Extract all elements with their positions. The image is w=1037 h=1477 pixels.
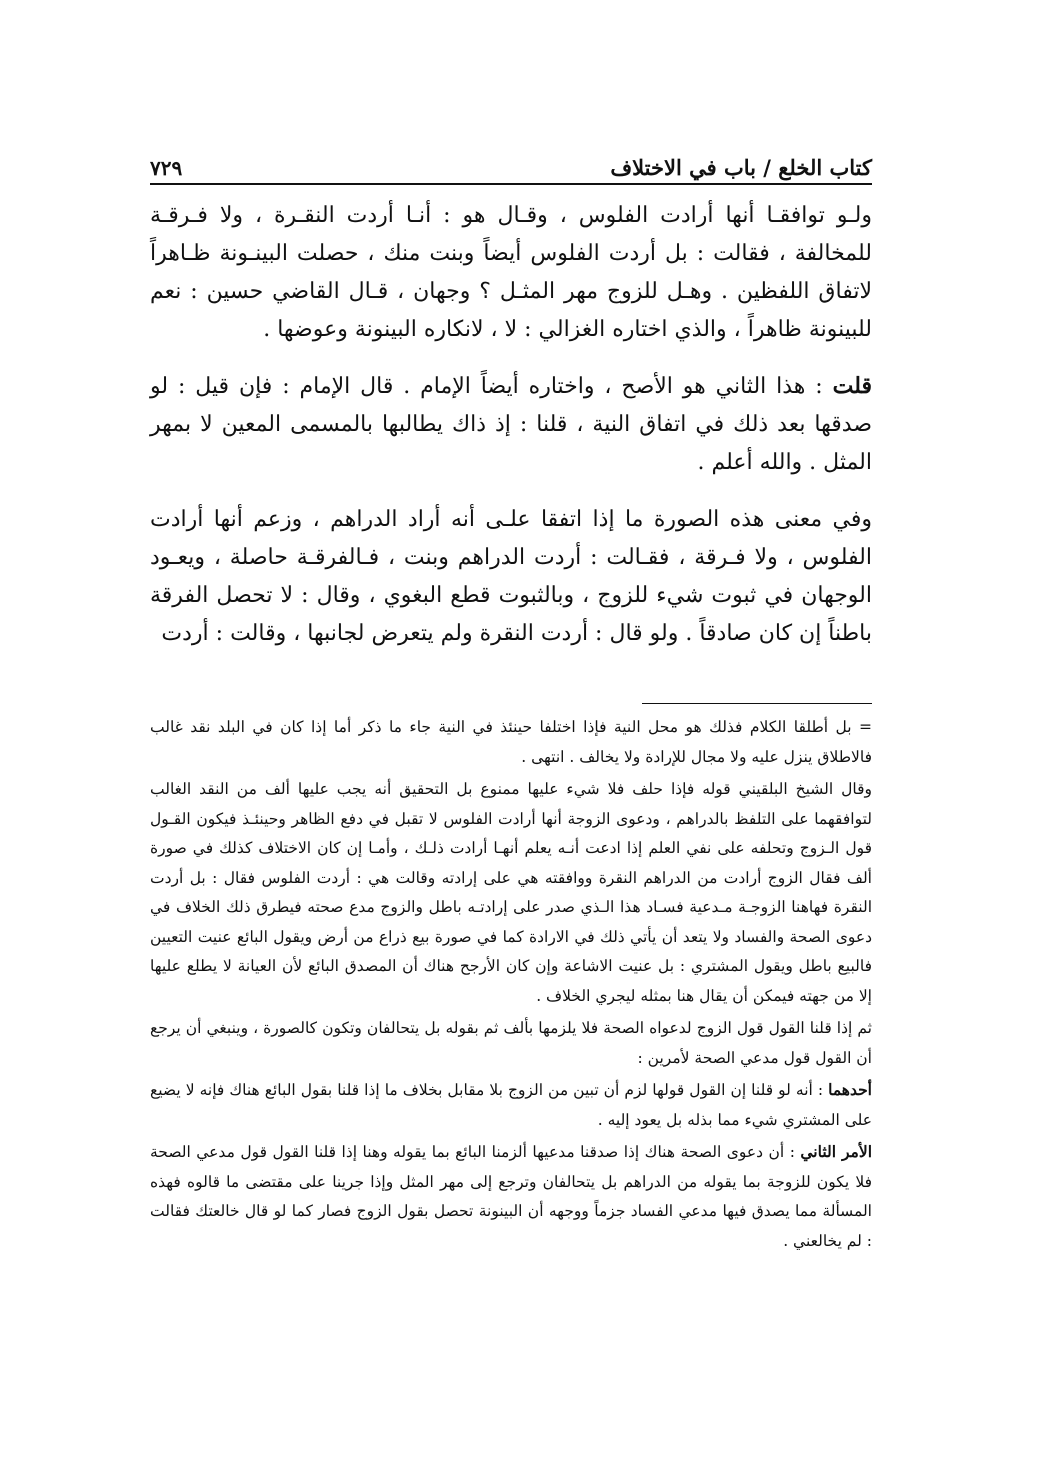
paragraph-body: وفي معنى هذه الصورة ما إذا اتفقا علـى أنه أراد الدراهم ، وزعم أنها أرادت الفلوس ، ولا فـرقة ، فقـالت : أردت الدراهم وبنت ، فـالفرقـة حاصلة ، ويعـود الوجهان في ثبوت شيء للزوج ، وبالثبوت قطع البغوي ، وقال : لا تحصل الفرقة باطناً إن كان صادقاً . ولو قال : أردت النقرة ولم يتعرض لجانبها ، وقالت : أردت <box>150 507 872 646</box>
footnote-body: وقال الشيخ البلقيني قوله فإذا حلف فلا شيء عليها ممنوع بل التحقيق أنه يجب عليها ألف من النقد الغالب لتوافقهما على التلفظ بالدراهم ، ودعوى الزوجة أنها أرادت الفلوس لا تقبل في دفع الظاهر وحينئـذ فيكون القـول قول الـزوج وتحلفه على نفي العلم إذا ادعت أنـه يعلم أنهـا أرادت ذلـك ، وأمـا إن كان الاختلاف كذلك في صورة ألف فقال الزوج أرادت من الدراهم النقرة ووافقته هي على إرادته وقالت هي : أردت الفلوس فقال : بل أردت النقرة فهاهنا الزوجـة مـدعية فسـاد هذا الـذي صدر على إرادتـه باطل والزوج مدع صحته فيطرق ذلك الخلاف في دعوى الصحة والفساد ولا يتعد أن يأتي ذلك في الارادة كما في صورة بيع ذراع من أرض ويقول البائع عنيت التعيين فالبيع باطل ويقول المشتري : بل عنيت الاشاعة وإن كان الأرجح هناك أن المصدق البائع لأن العيانة لا يطلع عليها إلا من جهته فيمكن أن يقال هنا بمثله ليجري الخلاف . <box>150 780 872 1005</box>
footnote-paragraph-2 <box>150 774 872 1011</box>
running-title: كتاب الخلع / باب في الاختلاف <box>610 155 872 180</box>
page-number: ٧٢٩ <box>150 156 183 180</box>
main-paragraph-1 <box>150 196 872 349</box>
footnote-lead: الأمر الثاني <box>800 1142 872 1161</box>
footnotes <box>150 712 872 1258</box>
footnote-paragraph-3 <box>150 1013 872 1073</box>
footnote-body: : أنه لو قلنا إن القول قولها لزم أن تبين من الزوج بلا مقابل بخلاف ما إذا قلنا بقول البائع هناك فإنه لا يضيع على المشتري شيء مما بذله بل يعود إليه . <box>150 1081 872 1129</box>
footnote-lead: أحدهما <box>828 1080 872 1099</box>
main-text <box>150 196 872 671</box>
footnote-body: : أن دعوى الصحة هناك إذا صدقنا مدعيها ألزمنا البائع بما يقوله وهنا إذا قلنا القول قول مدعي الصحة فلا يكون للزوجة بما يقوله من الدراهم بل يتحالفان وترجع إلى مهر المثل وإذا جرينا على مقتضى ما قالوه فهذه المسألة مما يصدق فيها مدعي الفساد جزماً ووجهه أن البينونة تحصل بقول الزوج فصار كما لو قال خالعتك فقالت : لم يخالعني . <box>150 1143 872 1250</box>
header-divider <box>150 183 872 185</box>
paragraph-body: : هذا الثاني هو الأصح ، واختاره أيضاً الإمام . قال الإمام : فإن قيل : لو صدقها بعد ذلك في اتفاق النية ، قلنا : إذ ذاك يطالبها بالمسمى المعين لا بمهر المثل . والله أعلم . <box>150 374 873 475</box>
footnote-paragraph-4 <box>150 1075 872 1135</box>
main-paragraph-2 <box>150 367 872 482</box>
page-header <box>150 146 872 180</box>
footnote-body: = بل أطلقا الكلام فذلك هو محل النية فإذا اختلفا حينئذ في النية جاء ما ذكر أما إذا كان في البلد نقد غالب فالاطلاق ينزل عليه ولا مجال للإرادة ولا يخالف . انتهى . <box>150 718 872 766</box>
main-paragraph-3 <box>150 500 872 653</box>
footnote-paragraph-1 <box>150 712 872 772</box>
footnote-body: ثم إذا قلنا القول قول الزوج لدعواه الصحة فلا يلزمها بألف ثم بقوله بل يتحالفان وتكون كالصورة ، وينبغي أن يرجع أن القول قول مدعي الصحة لأمرين : <box>150 1019 872 1067</box>
paragraph-lead: قلت <box>832 373 872 399</box>
footnote-divider <box>642 703 872 704</box>
paragraph-body: ولـو توافقـا أنها أرادت الفلوس ، وقـال هو : أنـا أردت النقـرة ، ولا فـرقـة للمخالفة ، فقالت : بل أردت الفلوس أيضاً وبنت منك ، حصلت البينـونة ظـاهراً لاتفاق اللفظين . وهـل للزوج مهر المثـل ؟ وجهان ، قـال القاضي حسين : نعم للبينونة ظاهراً ، والذي اختاره الغزالي : لا ، لانكاره البينونة وعوضها . <box>150 203 872 342</box>
footnote-paragraph-5 <box>150 1137 872 1256</box>
